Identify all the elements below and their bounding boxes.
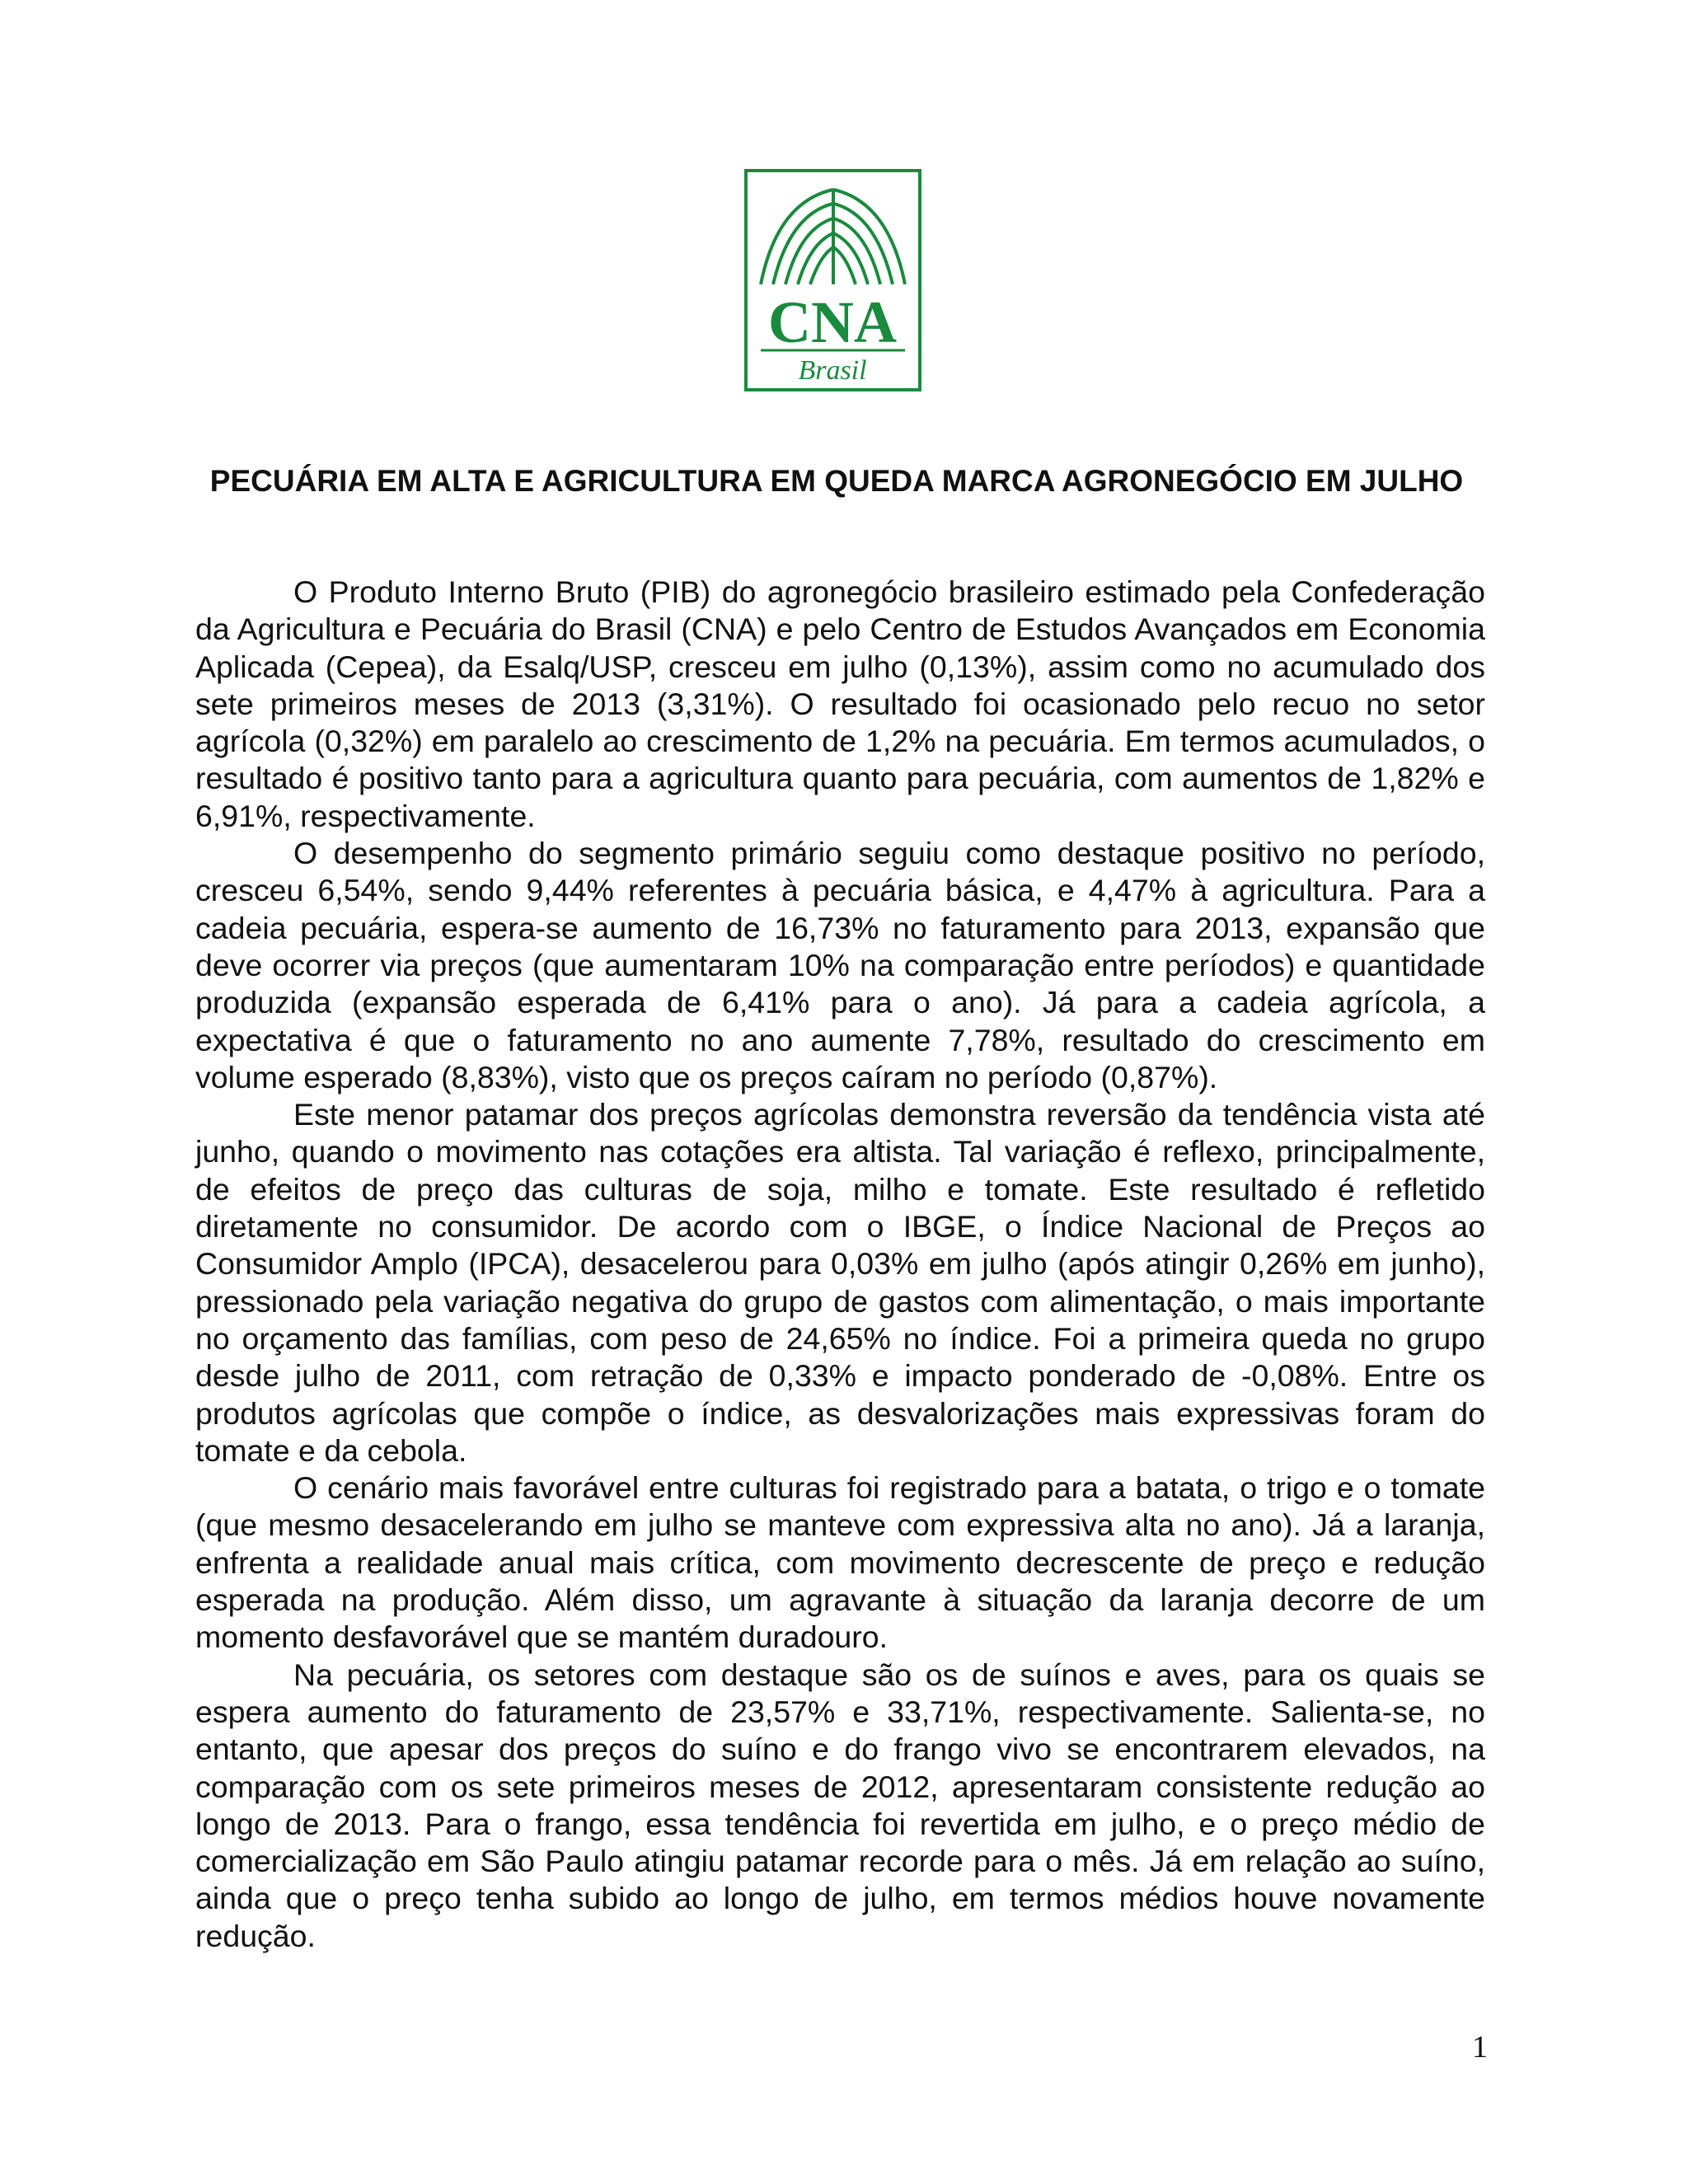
document-title: PECUÁRIA EM ALTA E AGRICULTURA EM QUEDA MARCA AGRONEGÓCIO EM JULHO [209,464,1464,498]
document-body [195,574,1485,1955]
paragraph: O Produto Interno Bruto (PIB) do agronegócio brasileiro estimado pela Confederação da Agricultura e Pecuária do Brasil (CNA) e pelo Centro de Estudos Avançados em Economia Aplicada (Cepea), da Esalq/USP, cresceu em julho (0,13%), assim como no acumulado dos sete primeiros meses de 2013 (3,31%). O resultado foi ocasionado pelo recuo no setor agrícola (0,32%) em paralelo ao crescimento de 1,2% na pecuária. Em termos acumulados, o resultado é positivo tanto para a agricultura quanto para pecuária, com aumentos de 1,82% e 6,91%, respectivamente. [195,574,1485,833]
paragraph: O cenário mais favorável entre culturas foi registrado para a batata, o trigo e o tomate (que mesmo desacelerando em julho se manteve com expressiva alta no ano). Já a laranja, enfrenta a realidade anual mais crítica, com movimento decrescente de preço e redução esperada na produção. Além disso, um agravante à situação da laranja decorre de um momento desfavorável que se mantém duradouro. [195,1470,1485,1655]
logo-subtitle: Brasil [798,355,867,386]
paragraph: Na pecuária, os setores com destaque são os de suínos e aves, para os quais se espera aumento do faturamento de 23,57% e 33,71%, respectivamente. Salienta-se, no entanto, que apesar dos preços do suíno e do frango vivo se encontrarem elevados, na comparação com os sete primeiros meses de 2012, apresentaram consistente redução ao longo de 2013. Para o frango, essa tendência foi revertida em julho, e o preço médio de comercialização em São Paulo atingiu patamar recorde para o mês. Já em relação ao suíno, ainda que o preço tenha subido ao longo de julho, em termos médios houve novamente redução. [195,1657,1485,1953]
paragraph: O desempenho do segmento primário seguiu como destaque positivo no período, cresceu 6,54%, sendo 9,44% referentes à pecuária básica, e 4,47% à agricultura. Para a cadeia pecuária, espera-se aumento de 16,73% no faturamento para 2013, expansão que deve ocorrer via preços (que aumentaram 10% na comparação entre períodos) e quantidade produzida (expansão esperada de 6,41% para o ano). Já para a cadeia agrícola, a expectativa é que o faturamento no ano aumente 7,78%, resultado do crescimento em volume esperado (8,83%), visto que os preços caíram no período (0,87%). [195,836,1485,1094]
paragraph: Este menor patamar dos preços agrícolas demonstra reversão da tendência vista até junho, quando o movimento nas cotações era altista. Tal variação é reflexo, principalmente, de efeitos de preço das culturas de soja, milho e tomate. Este resultado é refletido diretamente no consumidor. De acordo com o IBGE, o Índice Nacional de Preços ao Consumidor Amplo (IPCA), desacelerou para 0,03% em julho (após atingir 0,26% em junho), pressionado pela variação negativa do grupo de gastos com alimentação, o mais importante no orçamento das famílias, com peso de 24,65% no índice. Foi a primeira queda no grupo desde julho de 2011, com retração de 0,33% e impacto ponderado de -0,08%. Entre os produtos agrícolas que compõe o índice, as desvalorizações mais expressivas foram do tomate e da cebola. [195,1097,1485,1468]
cna-logo [744,169,921,391]
page-number: 1 [1472,2030,1488,2064]
logo-wordmark: CNA [768,289,897,355]
